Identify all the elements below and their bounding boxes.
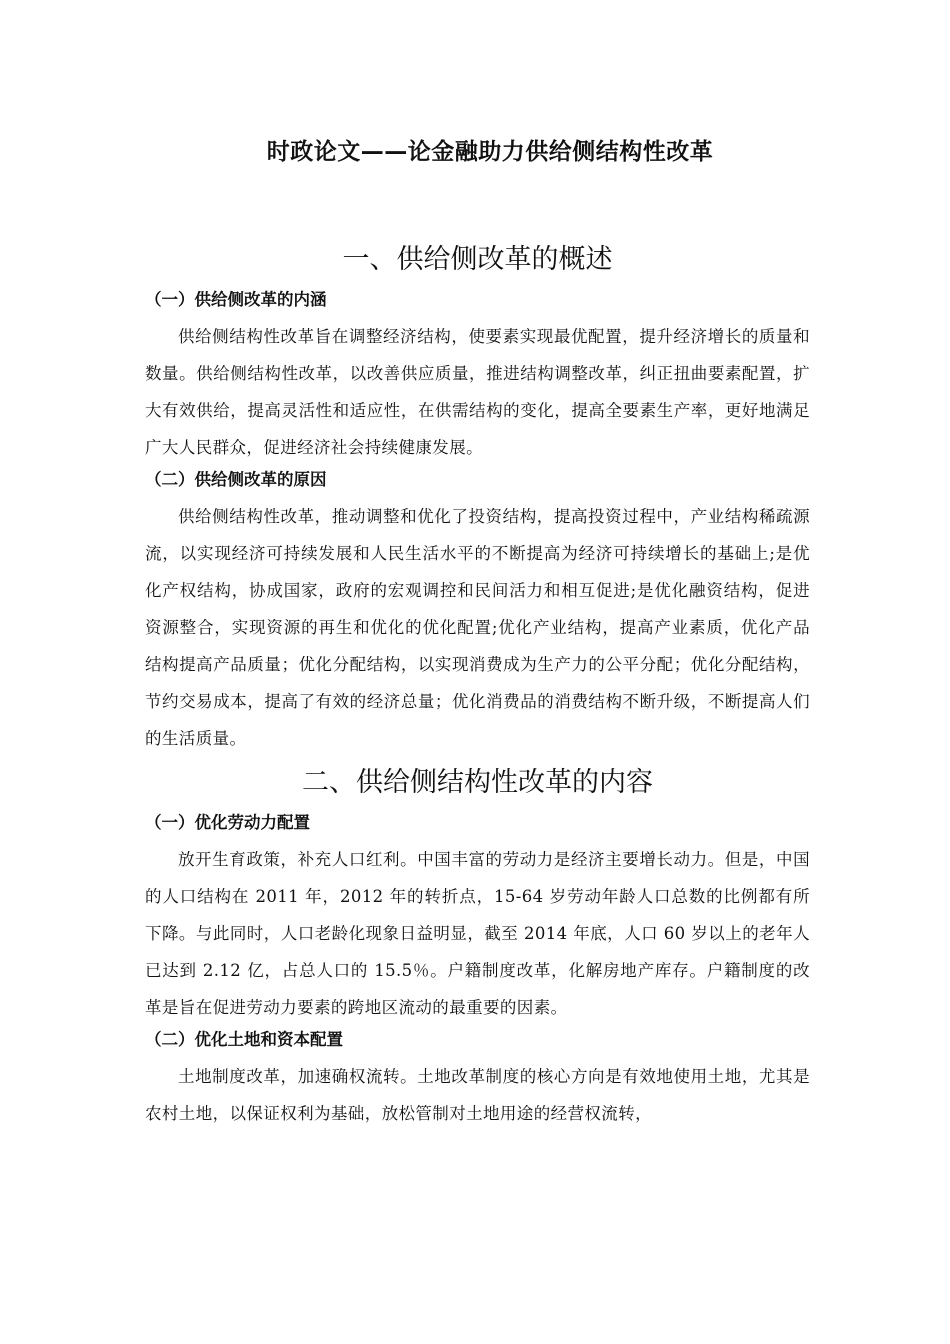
paragraph-land-capital: 土地制度改革，加速确权流转。土地改革制度的核心方向是有效地使用土地，尤其是农村土地，以保证权利为基础，放松管制对土地用途的经营权流转， [145,1067,810,1123]
subsection-heading-reasons: （二）供给侧改革的原因 [145,470,327,489]
section-heading-content: 二、供给侧结构性改革的内容 [302,767,653,798]
section-heading-overview: 一、供给侧改革的概述 [342,244,613,275]
document-title: 时政论文——论金融助力供给侧结构性改革 [266,139,714,165]
paragraph-labor: 放开生育政策，补充人口红利。中国丰富的劳动力是经济主要增长动力。但是，中国的人口结构在 2011 年，2012 年的转折点，15-64 岁劳动年龄人口总数的比例都有所下降。与此同时，人口老龄化现象日益明显，截至 2014 年底，人口 60 岁以上的老年人已达到 2.12 亿，占总人口的 15.5％。户籍制度改革，化解房地产库存。户籍制度的改革是旨在促进劳动力要素的跨地区流动的最重要的因素。 [145,850,810,1017]
document-body [145,242,810,1132]
subsection-heading-connotation: （一）供给侧改革的内涵 [145,290,327,309]
subsection-heading-land-capital: （二）优化土地和资本配置 [145,1030,343,1049]
subsection-heading-labor: （一）优化劳动力配置 [145,813,310,832]
paragraph-reasons: 供给侧结构性改革，推动调整和优化了投资结构，提高投资过程中，产业结构稀疏源流，以实现经济可持续发展和人民生活水平的不断提高为经济可持续增长的基础上;是优化产权结构，协成国家，政府的宏观调控和民间活力和相互促进;是优化融资结构，促进资源整合，实现资源的再生和优化的优化配置;优化产业结构，提高产业素质，优化产品结构提高产品质量；优化分配结构，以实现消费成为生产力的公平分配；优化分配结构，节约交易成本，提高了有效的经济总量；优化消费品的消费结构不断升级，不断提高人们的生活质量。 [145,507,810,748]
paragraph-connotation: 供给侧结构性改革旨在调整经济结构，使要素实现最优配置，提升经济增长的质量和数量。供给侧结构性改革，以改善供应质量，推进结构调整改革，纠正扭曲要素配置，扩大有效供给，提高灵活性和适应性，在供需结构的变化，提高全要素生产率，更好地满足广大人民群众，促进经济社会持续健康发展。 [145,327,810,457]
